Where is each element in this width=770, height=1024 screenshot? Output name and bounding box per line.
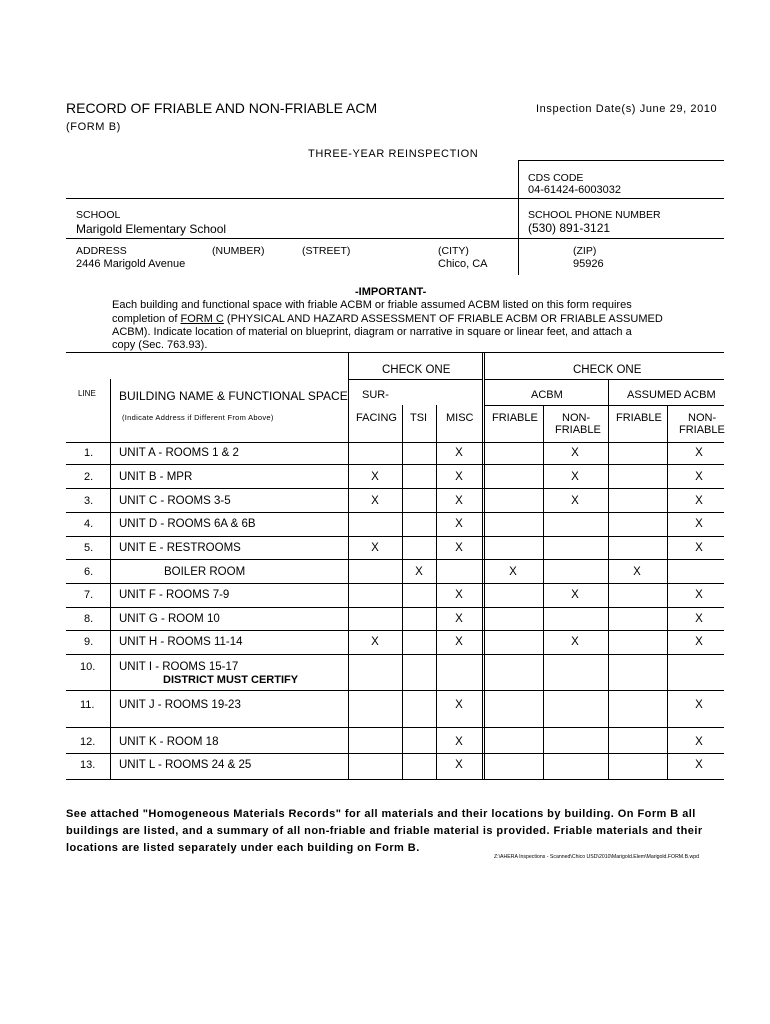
assumed-nonfriable-mark: X: [695, 471, 703, 483]
address-top-rule: [66, 238, 724, 239]
acbm-friable-header: FRIABLE: [492, 412, 538, 424]
check-one-right-rule: [484, 379, 724, 380]
building-name: BOILER ROOM: [164, 566, 246, 578]
form-title: RECORD OF FRIABLE AND NON-FRIABLE ACM: [66, 100, 378, 116]
line-number: 12.: [80, 736, 96, 748]
tsi-header: TSI: [410, 412, 428, 424]
header-bottom-rule: [66, 442, 724, 443]
assumed-nonfriable-mark: X: [695, 759, 703, 771]
line-number: 1.: [84, 447, 94, 459]
sur-header: SUR-: [362, 389, 389, 401]
misc-mark: X: [455, 636, 463, 648]
line-number: 10.: [80, 661, 96, 673]
row-rule: [66, 690, 724, 691]
check-one-acbm: CHECK ONE: [573, 364, 642, 376]
acbm-nonfriable-mark: X: [571, 589, 579, 601]
phone-value: (530) 891-3121: [528, 221, 611, 235]
building-name: UNIT L - ROOMS 24 & 25: [119, 759, 252, 771]
col-assumed-friable-divider: [667, 405, 668, 779]
row-rule: [66, 488, 724, 489]
assumed-nonfriable-mark: X: [695, 589, 703, 601]
acbm-nonfriable-mark: X: [571, 471, 579, 483]
row-rule: [66, 654, 724, 655]
misc-mark: X: [455, 613, 463, 625]
building-name: UNIT H - ROOMS 11-14: [119, 636, 243, 648]
cds-value: 04-61424-6003032: [528, 184, 621, 196]
line-header: LINE: [78, 389, 96, 398]
building-name: UNIT F - ROOMS 7-9: [119, 589, 230, 601]
building-subheader: (Indicate Address if Different From Above): [122, 413, 274, 422]
school-top-rule: [66, 198, 724, 199]
form-designation: (FORM B): [66, 121, 121, 133]
assumed-nonfriable-header: FRIABLE: [679, 424, 725, 436]
assumed-friable-header: FRIABLE: [616, 412, 662, 424]
check-one-left-rule: [348, 379, 482, 380]
important-line-1: Each building and functional space with friable ACBM or friable assumed ACBM listed on this form requires: [112, 299, 632, 311]
acbm-nonfriable-header: FRIABLE: [555, 424, 601, 436]
row-rule: [66, 536, 724, 537]
col-acbm-friable-divider: [543, 405, 544, 779]
acbm-friable-mark: X: [509, 566, 517, 578]
file-path: Z:\AHERA Inspections - Scanned\Chico USD\2010\Marigold.Elem\Marigold.FORM.B.wpd: [494, 854, 699, 860]
zip-value: 95926: [573, 258, 604, 270]
col-check-divider-b: [484, 352, 485, 779]
col-acbm-divider: [608, 379, 609, 779]
table-top-rule: [66, 352, 724, 353]
cds-label: CDS CODE: [528, 172, 584, 184]
building-name: UNIT J - ROOMS 19-23: [119, 699, 241, 711]
building-name: UNIT E - RESTROOMS: [119, 542, 241, 554]
important-line-3: ACBM). Indicate location of material on blueprint, diagram or narrative in square or linear feet, and attach a: [112, 326, 632, 338]
assumed-nonfriable-mark: X: [695, 613, 703, 625]
building-header: BUILDING NAME & FUNCTIONAL SPACE: [119, 389, 348, 403]
assumed-nonfriable-mark: X: [695, 699, 703, 711]
row-rule: [66, 607, 724, 608]
tsi-mark: X: [415, 566, 423, 578]
check-one-type: CHECK ONE: [382, 364, 451, 376]
misc-mark: X: [455, 759, 463, 771]
building-name: UNIT C - ROOMS 3-5: [119, 495, 231, 507]
footer-line-3: locations are listed separately under each building on Form B.: [66, 842, 420, 854]
line-number: 4.: [84, 518, 94, 530]
line-number: 2.: [84, 471, 94, 483]
assumed-nonfriable-mark: X: [695, 542, 703, 554]
line-number: 3.: [84, 495, 94, 507]
assumed-nonfriable-mark: X: [695, 636, 703, 648]
zip-label: (ZIP): [573, 245, 597, 257]
table-bottom-rule: [66, 779, 724, 780]
important-line-2-post: (PHYSICAL AND HAZARD ASSESSMENT OF FRIABLE ACBM OR FRIABLE ASSUMED: [223, 313, 663, 325]
city-label: (CITY): [438, 245, 469, 257]
subtitle: THREE-YEAR REINSPECTION: [308, 148, 479, 160]
form-c-link: FORM C: [180, 313, 224, 325]
line-number: 7.: [84, 589, 94, 601]
surfacing-mark: X: [371, 495, 379, 507]
col-check-divider-a: [482, 352, 483, 779]
acbm-nonfriable-mark: X: [571, 447, 579, 459]
city-value: Chico, CA: [438, 258, 488, 270]
cds-divider: [518, 160, 519, 275]
district-certify-note: DISTRICT MUST CERTIFY: [163, 674, 299, 686]
line-number: 8.: [84, 613, 94, 625]
assumed-nonfriable-mark: X: [695, 518, 703, 530]
acbm-subheader-rule: [484, 405, 724, 406]
building-name: UNIT I - ROOMS 15-17: [119, 661, 239, 673]
assumed-nonfriable-mark: X: [695, 736, 703, 748]
street-label: (STREET): [302, 245, 351, 257]
col-tsi-divider: [436, 405, 437, 779]
assumed-nonfriable-mark: X: [695, 447, 703, 459]
misc-mark: X: [455, 736, 463, 748]
acbm-header: ACBM: [531, 389, 563, 401]
assumed-nonfriable-mark: X: [695, 495, 703, 507]
assumed-acbm-header: ASSUMED ACBM: [627, 389, 716, 401]
line-number: 5.: [84, 542, 94, 554]
number-label: (NUMBER): [212, 245, 265, 257]
misc-mark: X: [455, 518, 463, 530]
row-rule: [66, 583, 724, 584]
misc-mark: X: [455, 542, 463, 554]
surfacing-mark: X: [371, 636, 379, 648]
inspection-date: Inspection Date(s) June 29, 2010: [536, 103, 718, 115]
building-name: UNIT A - ROOMS 1 & 2: [119, 447, 239, 459]
line-number: 13.: [80, 759, 96, 771]
footer-line-2: buildings are listed, and a summary of all non-friable and friable material is provided. Friable materials and their: [66, 825, 703, 837]
row-rule: [66, 559, 724, 560]
school-label: SCHOOL: [76, 209, 121, 221]
surfacing-mark: X: [371, 471, 379, 483]
row-rule: [66, 464, 724, 465]
col-surfacing-divider: [402, 405, 403, 779]
misc-header: MISC: [446, 412, 474, 424]
line-number: 9.: [84, 636, 94, 648]
assumed-non-header: NON-: [688, 412, 717, 424]
acbm-non-header: NON-: [562, 412, 591, 424]
address-value: 2446 Marigold Avenue: [76, 258, 186, 270]
misc-mark: X: [455, 589, 463, 601]
misc-mark: X: [455, 495, 463, 507]
col-name-divider: [348, 352, 349, 779]
building-name: UNIT K - ROOM 18: [119, 736, 219, 748]
school-value: Marigold Elementary School: [76, 222, 227, 236]
row-rule: [66, 727, 724, 728]
address-label: ADDRESS: [76, 245, 127, 257]
footer-line-1: See attached "Homogeneous Materials Records" for all materials and their locations by building. On Form B all: [66, 808, 696, 820]
acbm-nonfriable-mark: X: [571, 636, 579, 648]
building-name: UNIT D - ROOMS 6A & 6B: [119, 518, 256, 530]
cds-top-rule: [518, 160, 724, 161]
building-name: UNIT B - MPR: [119, 471, 193, 483]
misc-mark: X: [455, 471, 463, 483]
row-rule: [66, 630, 724, 631]
important-line-2: [112, 313, 663, 325]
misc-mark: X: [455, 447, 463, 459]
row-rule: [66, 753, 724, 754]
important-line-2-pre: completion of: [112, 313, 181, 325]
building-name: UNIT G - ROOM 10: [119, 613, 220, 625]
row-rule: [66, 512, 724, 513]
misc-mark: X: [455, 699, 463, 711]
acbm-nonfriable-mark: X: [571, 495, 579, 507]
important-heading: -IMPORTANT-: [355, 286, 427, 298]
important-line-4: copy (Sec. 763.93).: [112, 339, 208, 351]
line-number: 6.: [84, 566, 94, 578]
col-line-divider: [110, 379, 111, 779]
assumed-friable-mark: X: [633, 566, 641, 578]
line-number: 11.: [80, 699, 95, 711]
facing-header: FACING: [356, 412, 397, 424]
surfacing-mark: X: [371, 542, 379, 554]
phone-label: SCHOOL PHONE NUMBER: [528, 209, 661, 221]
